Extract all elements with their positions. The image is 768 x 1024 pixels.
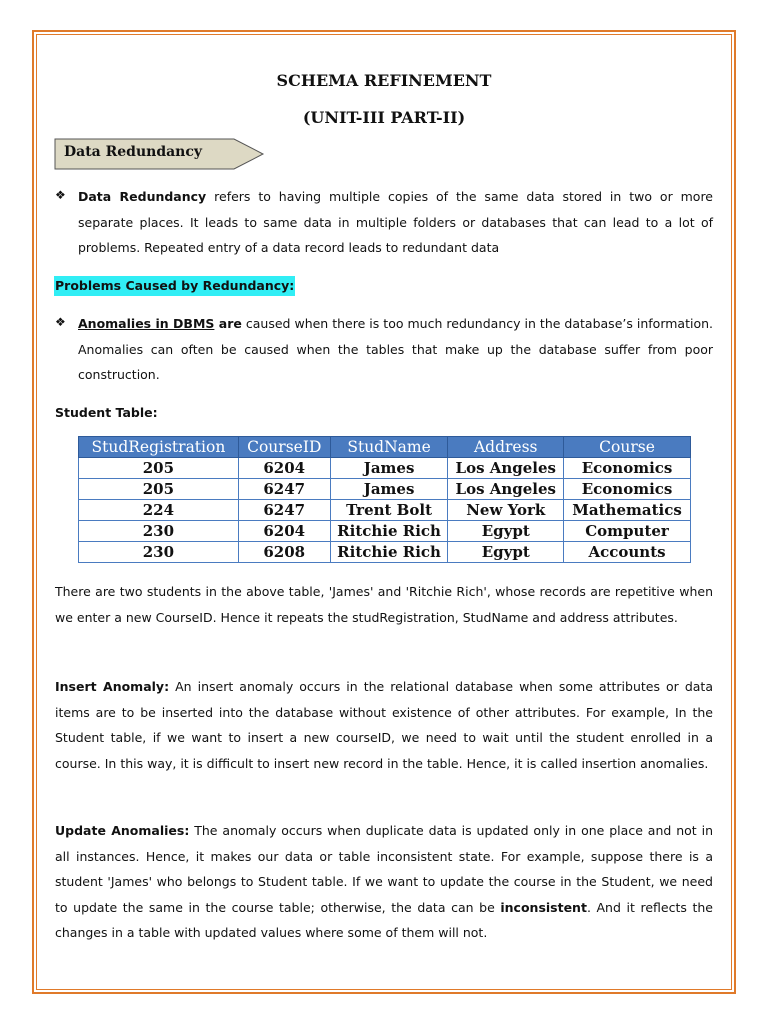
table-cell: 205 xyxy=(79,458,239,479)
paragraph-text: caused when there is too much redundancy in the database’s information. Anomalies can often be caused when the tables that make up the database suffer from poor construction. xyxy=(78,316,713,382)
term-bold: are xyxy=(214,316,242,331)
paragraph-text: refers to having multiple copies of the same data stored in two or more separate places. It leads to same data in multiple folders or databases that can lead to a lot of problems. Repeated entry of a data record leads to redundant data xyxy=(78,189,714,255)
table-cell: 205 xyxy=(79,479,239,500)
student-table xyxy=(78,436,691,563)
table-cell: 6204 xyxy=(238,458,330,479)
table-cell: New York xyxy=(448,500,564,521)
table-header-row xyxy=(79,437,691,458)
page-title: SCHEMA REFINEMENT xyxy=(276,71,492,90)
student-table-label: Student Table: xyxy=(55,405,158,420)
table-cell: 230 xyxy=(79,521,239,542)
table-cell: 6208 xyxy=(238,542,330,563)
table-cell: James xyxy=(330,458,448,479)
table-row xyxy=(79,458,691,479)
table-cell: Computer xyxy=(564,521,691,542)
table-cell: 224 xyxy=(79,500,239,521)
column-header: Address xyxy=(448,437,564,458)
table-cell: 230 xyxy=(79,542,239,563)
table-cell: Trent Bolt xyxy=(330,500,448,521)
table-cell: 6247 xyxy=(238,479,330,500)
data-redundancy-paragraph xyxy=(78,184,713,261)
update-anomaly-paragraph xyxy=(55,818,713,946)
table-cell: Egypt xyxy=(448,542,564,563)
table-row xyxy=(79,521,691,542)
diamond-bullet-icon: ❖ xyxy=(55,315,66,329)
repetition-paragraph: There are two students in the above table, 'James' and 'Ritchie Rich', whose records are repetitive when we enter a new CourseID. Hence it repeats the studRegistration, StudName and address attributes. xyxy=(55,584,713,625)
table-cell: Economics xyxy=(564,458,691,479)
paragraph-text: . And it reflects the changes in a table with updated values where some of them will not. xyxy=(55,899,713,940)
section-tag-data-redundancy xyxy=(54,138,264,170)
table-cell: Mathematics xyxy=(564,500,691,521)
diamond-bullet-icon: ❖ xyxy=(55,188,66,202)
table-cell: Economics xyxy=(564,479,691,500)
paragraph-text: The anomaly occurs when duplicate data is updated only in one place and not in all instances. Hence, it makes our data or table inconsistent state. For example, suppose there is a student 'James' who belongs to Student table. If we want to update the course in the Student, we need to update the same in the course table; otherwise, the data can be xyxy=(55,823,713,915)
table-cell: 6247 xyxy=(238,500,330,521)
term-bold: Data Redundancy xyxy=(78,189,207,204)
term-underlined: Anomalies in DBMS xyxy=(78,316,215,331)
column-header: CourseID xyxy=(238,437,330,458)
column-header: Course xyxy=(564,437,691,458)
page-subtitle: (UNIT-III PART-II) xyxy=(302,108,466,127)
table-row xyxy=(79,479,691,500)
table-cell: James xyxy=(330,479,448,500)
anomalies-paragraph xyxy=(78,311,713,388)
table-cell: Los Angeles xyxy=(448,479,564,500)
column-header: StudRegistration xyxy=(79,437,239,458)
paragraph-text: An insert anomaly occurs in the relational database when some attributes or data items are to be inserted into the database without existence of other attributes. For example, In the Student table, if we want to insert a new courseID, we need to wait until the student enrolled in a course. In this way, it is difficult to insert new record in the table. Hence, it is called insertion anomalies. xyxy=(55,679,713,771)
table-cell: Egypt xyxy=(448,521,564,542)
table-cell: Los Angeles xyxy=(448,458,564,479)
table-cell: Accounts xyxy=(564,542,691,563)
term-bold-inconsistent: inconsistent xyxy=(500,899,587,915)
term-bold: Insert Anomaly: xyxy=(55,679,170,694)
section-tag-label: Data Redundancy xyxy=(64,144,203,160)
table-cell: Ritchie Rich xyxy=(330,521,448,542)
table-cell: Ritchie Rich xyxy=(330,542,448,563)
term-bold: Update Anomalies: xyxy=(55,823,190,838)
table-row xyxy=(79,542,691,563)
column-header: StudName xyxy=(330,437,448,458)
table-row xyxy=(79,500,691,521)
insert-anomaly-paragraph xyxy=(55,674,713,776)
table-cell: 6204 xyxy=(238,521,330,542)
problems-heading: Problems Caused by Redundancy: xyxy=(54,276,295,296)
